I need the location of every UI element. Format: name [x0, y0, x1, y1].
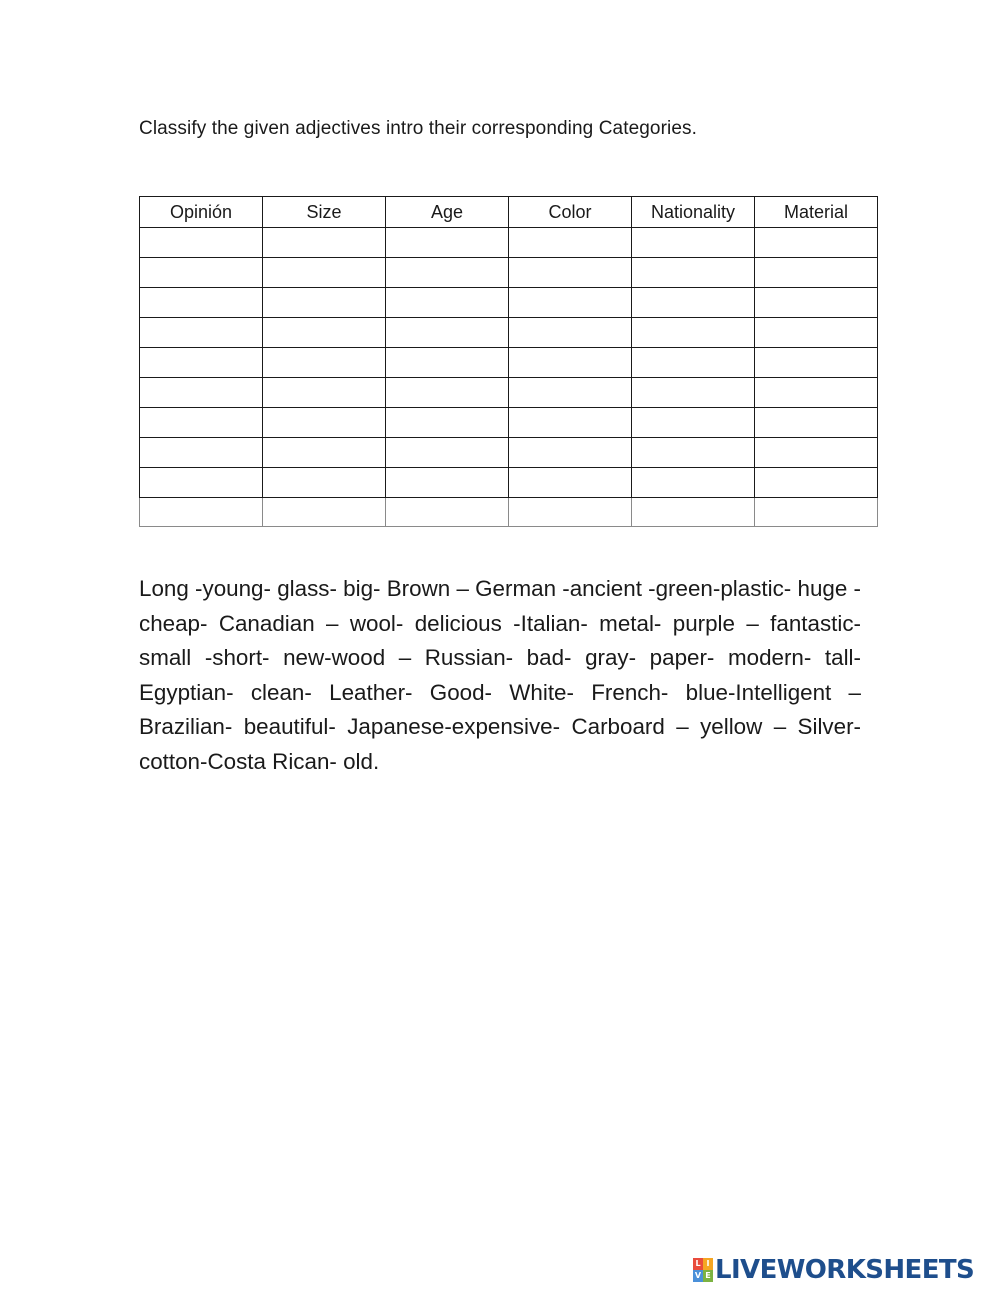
answer-cell[interactable]	[263, 468, 386, 498]
answer-cell[interactable]	[632, 318, 755, 348]
answer-cell[interactable]	[263, 498, 386, 527]
answer-cell[interactable]	[263, 318, 386, 348]
answer-cell[interactable]	[263, 378, 386, 408]
answer-cell[interactable]	[632, 408, 755, 438]
answer-cell[interactable]	[632, 378, 755, 408]
answer-cell[interactable]	[386, 438, 509, 468]
answer-cell[interactable]	[140, 438, 263, 468]
answer-cell[interactable]	[140, 228, 263, 258]
answer-cell[interactable]	[140, 408, 263, 438]
answer-cell[interactable]	[509, 498, 632, 527]
answer-cell[interactable]	[755, 228, 878, 258]
answer-cell[interactable]	[386, 378, 509, 408]
header-size: Size	[263, 197, 386, 228]
answer-cell[interactable]	[632, 258, 755, 288]
answer-cell[interactable]	[509, 288, 632, 318]
answer-cell[interactable]	[509, 228, 632, 258]
answer-cell[interactable]	[755, 258, 878, 288]
header-material: Material	[755, 197, 878, 228]
category-table	[139, 196, 878, 527]
table-row	[140, 258, 878, 288]
answer-cell[interactable]	[263, 348, 386, 378]
answer-cell[interactable]	[755, 288, 878, 318]
table-row	[140, 408, 878, 438]
answer-cell[interactable]	[632, 288, 755, 318]
header-nationality: Nationality	[632, 197, 755, 228]
answer-cell[interactable]	[263, 228, 386, 258]
answer-cell[interactable]	[509, 438, 632, 468]
answer-cell[interactable]	[632, 438, 755, 468]
answer-cell[interactable]	[755, 468, 878, 498]
logo-tile: E	[703, 1270, 713, 1282]
answer-cell[interactable]	[755, 498, 878, 527]
table-body	[140, 228, 878, 527]
logo-tile: I	[703, 1258, 713, 1270]
answer-cell[interactable]	[386, 498, 509, 527]
answer-cell[interactable]	[755, 318, 878, 348]
answer-cell[interactable]	[386, 258, 509, 288]
answer-cell[interactable]	[632, 498, 755, 527]
header-age: Age	[386, 197, 509, 228]
answer-cell[interactable]	[140, 258, 263, 288]
answer-cell[interactable]	[632, 348, 755, 378]
answer-cell[interactable]	[755, 438, 878, 468]
answer-cell[interactable]	[632, 468, 755, 498]
answer-cell[interactable]	[632, 228, 755, 258]
answer-cell[interactable]	[263, 288, 386, 318]
answer-cell[interactable]	[140, 498, 263, 527]
table-row	[140, 288, 878, 318]
answer-cell[interactable]	[386, 468, 509, 498]
table-row	[140, 468, 878, 498]
answer-cell[interactable]	[755, 348, 878, 378]
answer-cell[interactable]	[140, 318, 263, 348]
logo-tile: V	[694, 1271, 702, 1280]
answer-cell[interactable]	[263, 408, 386, 438]
answer-cell[interactable]	[509, 348, 632, 378]
answer-cell[interactable]	[140, 288, 263, 318]
table-header-row	[140, 197, 878, 228]
answer-cell[interactable]	[509, 258, 632, 288]
answer-cell[interactable]	[263, 438, 386, 468]
table-row	[140, 438, 878, 468]
table-row	[140, 348, 878, 378]
answer-cell[interactable]	[755, 408, 878, 438]
answer-cell[interactable]	[386, 348, 509, 378]
answer-cell[interactable]	[509, 378, 632, 408]
answer-cell[interactable]	[755, 378, 878, 408]
answer-cell[interactable]	[140, 348, 263, 378]
answer-cell[interactable]	[509, 318, 632, 348]
answer-cell[interactable]	[386, 288, 509, 318]
answer-cell[interactable]	[263, 258, 386, 288]
table-row	[140, 228, 878, 258]
table-row	[140, 378, 878, 408]
header-color: Color	[509, 197, 632, 228]
table-row	[140, 318, 878, 348]
answer-cell[interactable]	[509, 468, 632, 498]
answer-cell[interactable]	[386, 228, 509, 258]
answer-cell[interactable]	[386, 408, 509, 438]
answer-cell[interactable]	[140, 468, 263, 498]
answer-cell[interactable]	[509, 408, 632, 438]
logo-tile: L	[693, 1258, 703, 1270]
liveworksheets-brand	[693, 1255, 974, 1285]
liveworksheets-logo-icon	[693, 1258, 713, 1282]
instruction-text: Classify the given adjectives intro their corresponding Categories.	[139, 118, 697, 139]
adjective-word-list: Long -young- glass- big- Brown – German -ancient -green-plastic- huge -cheap- Canadian – wool- delicious -Italian- metal- purple – fantastic- small -short- new-wood – Russian- bad- gray- paper- modern- tall- Egyptian- clean- Leather- Good- White- French- blue-Intelligent – Brazilian- beautiful- Japanese-expensive- Carboard – yellow – Silver- cotton-Costa Rican- old.	[139, 576, 861, 774]
brand-name: LIVEWORKSHEETS	[715, 1255, 975, 1285]
header-opinion: Opinión	[140, 197, 263, 228]
answer-cell[interactable]	[386, 318, 509, 348]
table-row	[140, 498, 878, 527]
answer-cell[interactable]	[140, 378, 263, 408]
